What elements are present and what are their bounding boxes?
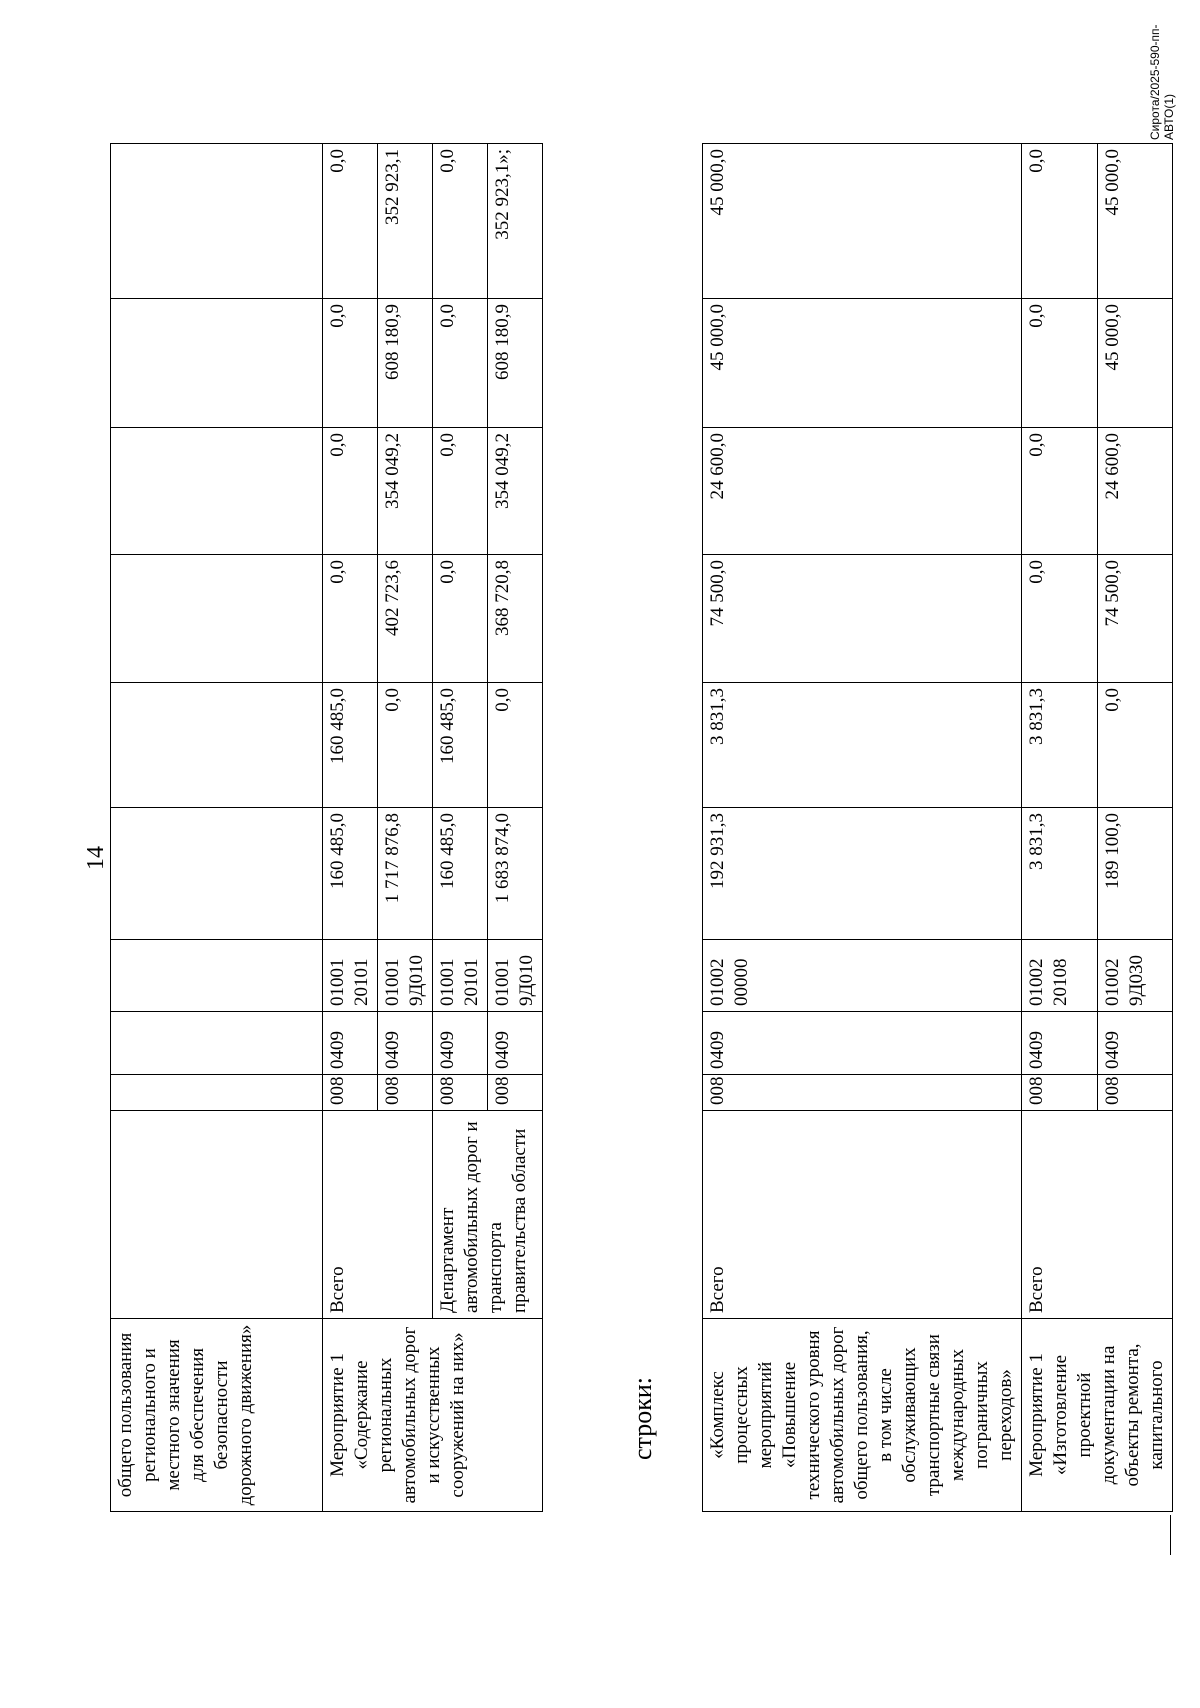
section-cell: 0409 — [323, 1012, 378, 1075]
grbs-cell: 008 — [323, 1075, 378, 1111]
value-cell: 3 831,3 — [1022, 808, 1098, 940]
grbs-cell: 008 — [1097, 1075, 1173, 1111]
value-cell: 352 923,1»; — [488, 144, 543, 299]
target-article-cell: 01002 00000 — [703, 940, 1022, 1012]
value-cell: 74 500,0 — [703, 555, 1022, 683]
target-article-cell: 01001 9Д010 — [488, 940, 543, 1012]
value-cell: 0,0 — [1022, 428, 1098, 555]
value-cell: 0,0 — [378, 683, 433, 808]
value-cell: 0,0 — [323, 428, 378, 555]
grbs-cell: 008 — [703, 1075, 1022, 1111]
measure-name-cell: Мероприятие 1 «Изготовление проектной документации на объекты ремонта, капитального — [1022, 1319, 1173, 1512]
target-article-cell: 01002 20108 — [1022, 940, 1098, 1012]
value-cell — [111, 144, 323, 299]
value-cell: 608 180,9 — [488, 299, 543, 428]
value-cell: 3 831,3 — [703, 683, 1022, 808]
value-cell — [111, 555, 323, 683]
value-cell: 160 485,0 — [323, 683, 378, 808]
program-name-cell: «Комплекс процессных мероприятий «Повышение технического уровня автомобильных дорог общего пользования, в том числе обслуживающих транспортные связи международных пограничных переходов» — [703, 1319, 1022, 1512]
page-number: 14 — [83, 846, 109, 870]
value-cell: 354 049,2 — [378, 428, 433, 555]
target-article-cell: 01002 9Д030 — [1097, 940, 1173, 1012]
table-row — [1022, 144, 1098, 1512]
value-cell: 160 485,0 — [433, 683, 488, 808]
section-caption: строки: — [628, 1377, 657, 1460]
table-row — [323, 144, 378, 1512]
footer-mark — [1170, 1515, 1171, 1555]
grbs-cell: 008 — [378, 1075, 433, 1111]
value-cell: 189 100,0 — [1097, 808, 1173, 940]
section-cell: 0409 — [488, 1012, 543, 1075]
value-cell: 1 683 874,0 — [488, 808, 543, 940]
executor-cell: Всего — [703, 1111, 1022, 1319]
program-name-cell: общего пользования регионального и местного значения для обеспечения безопасности дорожного движения» — [111, 1319, 323, 1512]
executor-cell: Всего — [323, 1111, 433, 1319]
value-cell — [111, 683, 323, 808]
value-cell: 402 723,6 — [378, 555, 433, 683]
grbs-cell: 008 — [433, 1075, 488, 1111]
value-cell — [111, 299, 323, 428]
section-cell: 0409 — [1097, 1012, 1173, 1075]
value-cell: 0,0 — [1097, 683, 1173, 808]
budget-table-2 — [702, 143, 1173, 1512]
executor-cell — [111, 1111, 323, 1319]
value-cell: 192 931,3 — [703, 808, 1022, 940]
value-cell: 45 000,0 — [703, 299, 1022, 428]
measure-name-cell: Мероприятие 1 «Содержание региональных автомобильных дорог и искусственных сооружений на них» — [323, 1319, 543, 1512]
value-cell: 352 923,1 — [378, 144, 433, 299]
value-cell: 0,0 — [433, 144, 488, 299]
value-cell — [111, 808, 323, 940]
table-row — [111, 144, 323, 1512]
value-cell: 1 717 876,8 — [378, 808, 433, 940]
section-cell: 0409 — [703, 1012, 1022, 1075]
value-cell: 0,0 — [488, 683, 543, 808]
value-cell: 0,0 — [1022, 299, 1098, 428]
value-cell: 3 831,3 — [1022, 683, 1098, 808]
value-cell: 45 000,0 — [1097, 299, 1173, 428]
value-cell: 45 000,0 — [703, 144, 1022, 299]
value-cell: 0,0 — [433, 299, 488, 428]
grbs-cell: 008 — [1022, 1075, 1098, 1111]
value-cell: 608 180,9 — [378, 299, 433, 428]
section-cell — [111, 1012, 323, 1075]
value-cell: 0,0 — [433, 428, 488, 555]
target-article-cell — [111, 940, 323, 1012]
section-cell: 0409 — [1022, 1012, 1098, 1075]
section-cell: 0409 — [378, 1012, 433, 1075]
target-article-cell: 01001 20101 — [433, 940, 488, 1012]
table-row — [433, 144, 488, 1512]
value-cell: 0,0 — [323, 299, 378, 428]
value-cell: 24 600,0 — [703, 428, 1022, 555]
grbs-cell: 008 — [488, 1075, 543, 1111]
department-cell: Департамент автомобильных дорог и транспорта правительства области — [433, 1111, 543, 1319]
grbs-cell — [111, 1075, 323, 1111]
value-cell: 0,0 — [433, 555, 488, 683]
target-article-cell: 01001 20101 — [323, 940, 378, 1012]
value-cell: 24 600,0 — [1097, 428, 1173, 555]
section-cell: 0409 — [433, 1012, 488, 1075]
value-cell: 0,0 — [323, 555, 378, 683]
budget-table-1 — [110, 143, 543, 1512]
target-article-cell: 01001 9Д010 — [378, 940, 433, 1012]
value-cell: 354 049,2 — [488, 428, 543, 555]
value-cell: 74 500,0 — [1097, 555, 1173, 683]
document-code: Сирота/2025-590-пп-АВТО(1) — [1148, 24, 1176, 140]
value-cell: 160 485,0 — [433, 808, 488, 940]
value-cell: 45 000,0 — [1097, 144, 1173, 299]
executor-cell: Всего — [1022, 1111, 1173, 1319]
value-cell: 0,0 — [323, 144, 378, 299]
value-cell: 0,0 — [1022, 555, 1098, 683]
value-cell: 0,0 — [1022, 144, 1098, 299]
value-cell: 160 485,0 — [323, 808, 378, 940]
value-cell: 368 720,8 — [488, 555, 543, 683]
table-row — [703, 144, 1022, 1512]
value-cell — [111, 428, 323, 555]
